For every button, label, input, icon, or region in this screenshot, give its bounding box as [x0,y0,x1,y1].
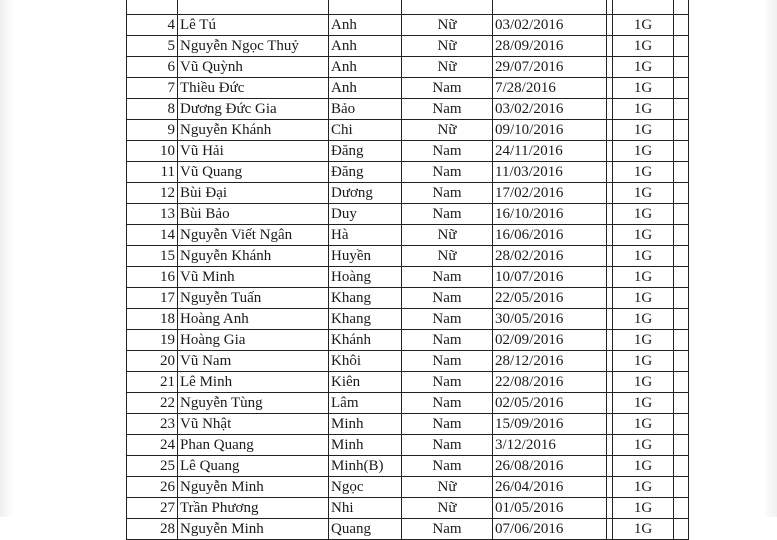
table-row [127,288,689,309]
table-row [127,99,689,120]
cell-stt: 11 [127,162,178,183]
table-row [127,267,689,288]
cell-trailing [674,0,689,15]
cell-ho-dem: Lê Quang [178,456,329,477]
cell-ten: Hà [329,225,402,246]
cell-lop: 1G [613,414,674,435]
cell-ho-dem: Vũ Nhật [178,414,329,435]
cell-trailing [674,435,689,456]
cell-gioi-tinh: Nam [402,309,493,330]
cell-trailing [674,351,689,372]
cell-ngay-sinh: 02/09/2016 [493,330,607,351]
table-row [127,36,689,57]
cell-stt: 27 [127,498,178,519]
cell-ho-dem: Vũ Minh [178,267,329,288]
cell-lop: 1G [613,288,674,309]
cell-ngay-sinh: 3/12/2016 [493,435,607,456]
cell-ten: Đăng [329,141,402,162]
cell-lop: 1G [613,36,674,57]
cell-gioi-tinh: Nữ [402,246,493,267]
table-row [127,498,689,519]
cell-stt: 28 [127,519,178,540]
cell-ho-dem: Nguyễn Khánh [178,120,329,141]
cell-trailing [674,183,689,204]
cell-lop: 1G [613,15,674,36]
cell-lop: 1G [613,435,674,456]
cell-ho-dem: Nguyễn Minh [178,477,329,498]
cell-trailing [674,267,689,288]
cell-lop [613,0,674,15]
cell-ho-dem: Trần Phương [178,498,329,519]
cell-ten: Lâm [329,393,402,414]
cell-stt: 20 [127,351,178,372]
cell-lop: 1G [613,477,674,498]
cell-ngay-sinh: 26/04/2016 [493,477,607,498]
cell-trailing [674,36,689,57]
cell-ten: Khang [329,309,402,330]
cell-gioi-tinh: Nam [402,330,493,351]
cell-gioi-tinh [402,0,493,15]
cell-ten: Minh [329,435,402,456]
table-row [127,456,689,477]
cell-lop: 1G [613,498,674,519]
cell-gioi-tinh: Nam [402,372,493,393]
cell-ten: Khánh [329,330,402,351]
cell-lop: 1G [613,225,674,246]
cell-stt: 24 [127,435,178,456]
table-row [127,435,689,456]
cell-lop: 1G [613,120,674,141]
cell-ngay-sinh: 24/11/2016 [493,141,607,162]
table-row [127,141,689,162]
cell-trailing [674,456,689,477]
cell-ngay-sinh: 09/10/2016 [493,120,607,141]
cell-stt: 12 [127,183,178,204]
cell-lop: 1G [613,456,674,477]
cell-gioi-tinh: Nam [402,183,493,204]
table-row [127,78,689,99]
table-row [127,351,689,372]
cell-gioi-tinh: Nam [402,78,493,99]
cell-ten: Khôi [329,351,402,372]
cell-ho-dem: Nguyễn Minh [178,519,329,540]
cell-ngay-sinh: 02/05/2016 [493,393,607,414]
cell-stt: 5 [127,36,178,57]
cell-ngay-sinh: 22/05/2016 [493,288,607,309]
cell-lop: 1G [613,351,674,372]
cell-trailing [674,414,689,435]
cell-gioi-tinh: Nữ [402,498,493,519]
page-edge-shadow-left [0,0,14,517]
cell-ho-dem: Bùi Đại [178,183,329,204]
table-row [127,372,689,393]
cell-lop: 1G [613,162,674,183]
cell-ten: Đăng [329,162,402,183]
table-row [127,120,689,141]
cell-gioi-tinh: Nam [402,162,493,183]
cell-trailing [674,498,689,519]
cell-gioi-tinh: Nam [402,393,493,414]
cell-ten: Minh [329,414,402,435]
cell-gioi-tinh: Nam [402,141,493,162]
table-row [127,183,689,204]
cell-gioi-tinh: Nữ [402,120,493,141]
table-row [127,15,689,36]
table-row [127,477,689,498]
cell-ten: Anh [329,78,402,99]
cell-ten: Khang [329,288,402,309]
cell-stt: 9 [127,120,178,141]
cell-ten: Bảo [329,99,402,120]
cell-ngay-sinh: 03/02/2016 [493,99,607,120]
cell-trailing [674,309,689,330]
cell-ngay-sinh: 26/08/2016 [493,456,607,477]
cell-lop: 1G [613,78,674,99]
cell-ngay-sinh: 29/07/2016 [493,57,607,78]
cell-stt: 16 [127,267,178,288]
cell-ho-dem: Phan Quang [178,435,329,456]
cell-ngay-sinh: 03/02/2016 [493,15,607,36]
cell-ngay-sinh: 28/02/2016 [493,246,607,267]
cell-gioi-tinh: Nam [402,267,493,288]
cell-ten: Huyền [329,246,402,267]
cell-ho-dem: Nguyễn Viết Ngân [178,225,329,246]
cell-lop: 1G [613,141,674,162]
roster-body [127,0,689,540]
cell-stt: 25 [127,456,178,477]
cell-gioi-tinh: Nữ [402,36,493,57]
cell-gioi-tinh: Nam [402,456,493,477]
cell-lop: 1G [613,309,674,330]
cell-ho-dem: Dương Đức Gia [178,99,329,120]
cell-trailing [674,57,689,78]
cell-gioi-tinh: Nữ [402,57,493,78]
cell-trailing [674,162,689,183]
cell-stt: 17 [127,288,178,309]
cell-ngay-sinh: 17/02/2016 [493,183,607,204]
cell-trailing [674,78,689,99]
cell-trailing [674,15,689,36]
cell-ho-dem: Nguyễn Khánh [178,246,329,267]
cell-lop: 1G [613,246,674,267]
cell-stt: 23 [127,414,178,435]
cell-ten [329,0,402,15]
cell-stt: 13 [127,204,178,225]
cell-trailing [674,120,689,141]
cell-stt: 14 [127,225,178,246]
cell-ho-dem: Nguyễn Tuấn [178,288,329,309]
cell-ten: Kiên [329,372,402,393]
cell-stt: 21 [127,372,178,393]
student-roster-table [126,0,689,540]
cell-gioi-tinh: Nam [402,351,493,372]
cell-trailing [674,99,689,120]
cell-ho-dem: Nguyễn Tùng [178,393,329,414]
cell-ho-dem: Hoàng Anh [178,309,329,330]
cell-gioi-tinh: Nam [402,414,493,435]
cell-ho-dem: Nguyễn Ngọc Thuỷ [178,36,329,57]
cell-ngay-sinh: 28/12/2016 [493,351,607,372]
cell-ten: Anh [329,57,402,78]
cell-ten: Nhi [329,498,402,519]
cell-stt: 26 [127,477,178,498]
cell-ngay-sinh: 28/09/2016 [493,36,607,57]
cell-gioi-tinh: Nam [402,519,493,540]
cell-gioi-tinh: Nam [402,435,493,456]
cell-stt: 4 [127,15,178,36]
cell-stt: 7 [127,78,178,99]
cell-trailing [674,246,689,267]
cell-stt [127,0,178,15]
table-row [127,330,689,351]
cell-ho-dem: Lê Minh [178,372,329,393]
table-row [127,393,689,414]
cell-stt: 18 [127,309,178,330]
table-row [127,519,689,540]
cell-gioi-tinh: Nữ [402,225,493,246]
table-row [127,204,689,225]
cell-gioi-tinh: Nữ [402,15,493,36]
cell-trailing [674,141,689,162]
cell-stt: 6 [127,57,178,78]
cell-lop: 1G [613,372,674,393]
cell-lop: 1G [613,330,674,351]
cell-lop: 1G [613,267,674,288]
table-row [127,246,689,267]
cell-trailing [674,372,689,393]
cell-gioi-tinh: Nữ [402,477,493,498]
cell-ngay-sinh: 7/28/2016 [493,78,607,99]
cell-ho-dem: Hoàng Gia [178,330,329,351]
table-row [127,162,689,183]
table-row [127,309,689,330]
cell-ho-dem: Vũ Quang [178,162,329,183]
cell-ten: Minh(B) [329,456,402,477]
cell-ngay-sinh: 01/05/2016 [493,498,607,519]
cell-ngay-sinh: 30/05/2016 [493,309,607,330]
cell-ten: Quang [329,519,402,540]
cell-trailing [674,225,689,246]
cell-gioi-tinh: Nam [402,204,493,225]
cell-ho-dem [178,0,329,15]
cell-trailing [674,393,689,414]
cell-stt: 10 [127,141,178,162]
cell-gioi-tinh: Nam [402,288,493,309]
cell-ngay-sinh [493,0,607,15]
cell-trailing [674,204,689,225]
page-edge-shadow-right [763,0,777,517]
cell-lop: 1G [613,519,674,540]
cell-lop: 1G [613,99,674,120]
cell-ngay-sinh: 11/03/2016 [493,162,607,183]
cell-stt: 22 [127,393,178,414]
cell-ten: Hoàng [329,267,402,288]
cell-ho-dem: Vũ Quỳnh [178,57,329,78]
cell-ten: Dương [329,183,402,204]
cell-ten: Ngọc [329,477,402,498]
cell-ho-dem: Lê Tú [178,15,329,36]
cell-lop: 1G [613,204,674,225]
cell-trailing [674,519,689,540]
cell-ho-dem: Vũ Nam [178,351,329,372]
table-row [127,0,689,15]
cell-ten: Anh [329,36,402,57]
cell-lop: 1G [613,57,674,78]
cell-trailing [674,288,689,309]
cell-ten: Duy [329,204,402,225]
cell-ho-dem: Bùi Bảo [178,204,329,225]
cell-gioi-tinh: Nam [402,99,493,120]
cell-ngay-sinh: 22/08/2016 [493,372,607,393]
cell-ten: Chi [329,120,402,141]
cell-ngay-sinh: 16/06/2016 [493,225,607,246]
cell-stt: 8 [127,99,178,120]
table-row [127,225,689,246]
cell-stt: 15 [127,246,178,267]
cell-trailing [674,330,689,351]
cell-ngay-sinh: 07/06/2016 [493,519,607,540]
cell-lop: 1G [613,393,674,414]
cell-ngay-sinh: 16/10/2016 [493,204,607,225]
cell-ho-dem: Thiều Đức [178,78,329,99]
cell-lop: 1G [613,183,674,204]
table-row [127,414,689,435]
cell-trailing [674,477,689,498]
cell-stt: 19 [127,330,178,351]
table-row [127,57,689,78]
cell-ngay-sinh: 10/07/2016 [493,267,607,288]
cell-ho-dem: Vũ Hải [178,141,329,162]
cell-ngay-sinh: 15/09/2016 [493,414,607,435]
cell-ten: Anh [329,15,402,36]
